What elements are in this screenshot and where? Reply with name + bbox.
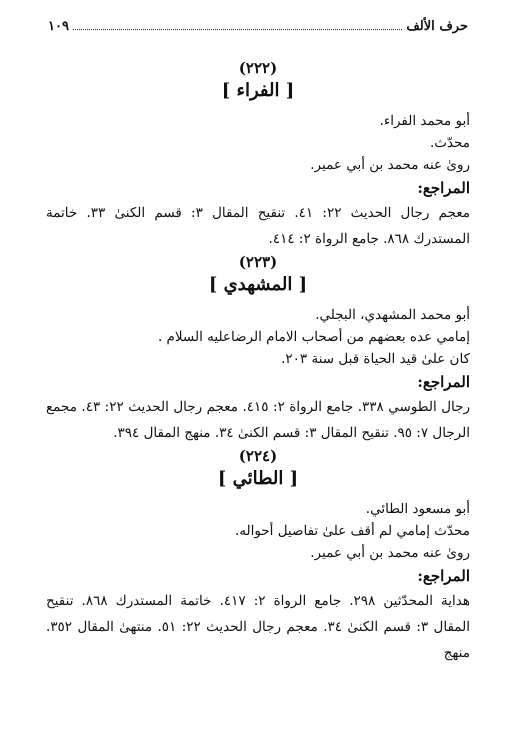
references-heading: المراجع: bbox=[417, 373, 470, 391]
entry-line: أبو محمد المشهدي، البجلي. bbox=[315, 307, 470, 323]
section-title: حرف الألف bbox=[406, 19, 468, 34]
entry-222 bbox=[46, 58, 470, 252]
entry-title: [ الفراء ] bbox=[221, 80, 295, 101]
entry-line: أبو محمد الفراء. bbox=[379, 113, 470, 129]
references-heading: المراجع: bbox=[417, 179, 470, 197]
references-heading: المراجع: bbox=[417, 567, 470, 585]
header-leader-dots bbox=[73, 29, 402, 30]
entry-224 bbox=[46, 446, 470, 666]
entry-title: [ الطائي ] bbox=[217, 468, 299, 489]
running-header bbox=[48, 14, 468, 34]
entry-line: إمامي عده بعضهم من أصحاب الامام الرضاعليه السلام . bbox=[157, 329, 470, 345]
entry-title: [ المشهدي ] bbox=[208, 274, 308, 295]
entry-line: أبو مسعود الطائي. bbox=[365, 501, 470, 517]
entry-number: (٢٢٢) bbox=[238, 59, 278, 77]
entry-line: رویٰ عنه محمد بن أبي عمير. bbox=[310, 157, 470, 173]
entry-line: محدّث. bbox=[429, 135, 470, 151]
references-text: هداية المحدّثين ٢٩٨. جامع الرواة ٢: ٤١٧. خاتمة المستدرك ٨٦٨. تنقيح المقال ٣: قسم الكنىٰ ٣٤. معجم رجال الحديث ٢٢: ٥١. منتهىٰ المقال ٣٥٢. منهج bbox=[46, 593, 470, 661]
entry-number: (٢٢٤) bbox=[238, 447, 278, 465]
page-number: ١٠٩ bbox=[48, 19, 69, 34]
entry-line: محدّث إمامي لم أقف علىٰ تفاصيل أحواله. bbox=[234, 523, 470, 539]
page-body bbox=[46, 58, 470, 666]
references-text: رجال الطوسي ٣٣٨. جامع الرواة ٢: ٤١٥. معجم رجال الحديث ٢٢: ٤٣. مجمع الرجال ٧: ٩٥. تنقيح المقال ٣: قسم الكنىٰ ٣٤. منهج المقال ٣٩٤. bbox=[46, 399, 470, 441]
entry-line: كان علىٰ قيد الحياة قبل سنة ٢٠٣. bbox=[281, 351, 470, 367]
entry-223 bbox=[46, 252, 470, 446]
references-text: معجم رجال الحديث ٢٢: ٤١. تنقيح المقال ٣: قسم الكنىٰ ٣٣. خاتمة المستدرك ٨٦٨. جامع الرواة ٢: ٤١٤. bbox=[46, 205, 470, 247]
entry-line: رویٰ عنه محمد بن أبي عمير. bbox=[310, 545, 470, 561]
entry-number: (٢٢٣) bbox=[238, 253, 278, 271]
